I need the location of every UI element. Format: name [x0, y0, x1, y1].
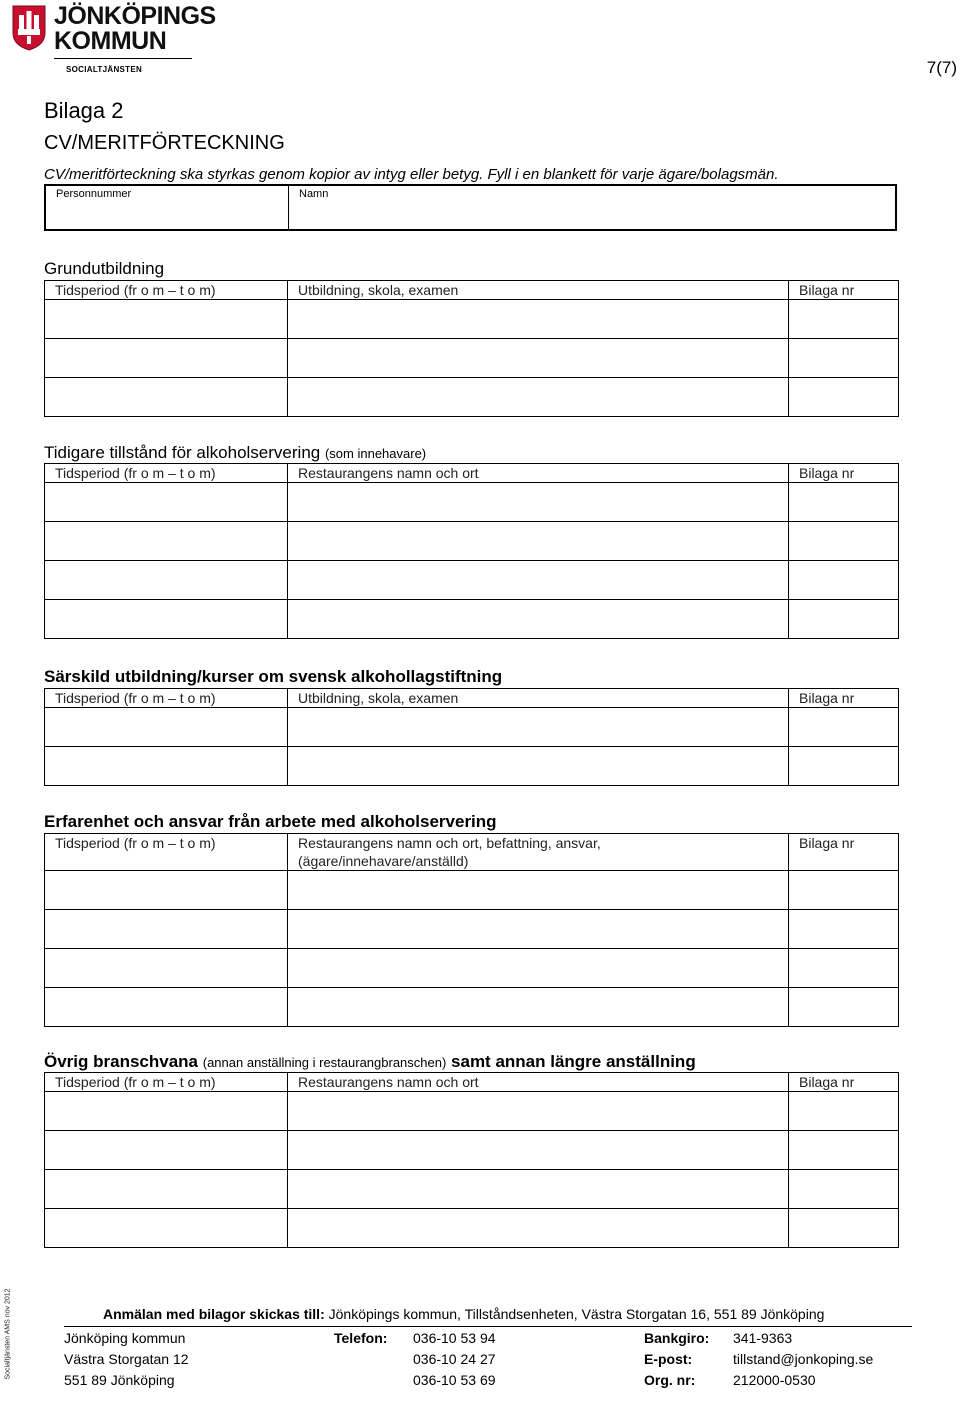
footer-city: 551 89 Jönköping	[64, 1372, 175, 1388]
table-cell[interactable]	[288, 522, 789, 561]
department-name: SOCIALTJÄNSTEN	[66, 65, 143, 74]
table-cell[interactable]	[45, 949, 288, 988]
namn-label: Namn	[299, 188, 329, 200]
col-header-tidsperiod: Tidsperiod (fr o m – t o m)	[45, 689, 288, 708]
table-cell[interactable]	[789, 600, 899, 639]
table-cell[interactable]	[45, 1092, 288, 1131]
col-header-bilaga: Bilaga nr	[789, 1073, 899, 1092]
table-cell[interactable]	[789, 1209, 899, 1248]
table-cell[interactable]	[45, 600, 288, 639]
col-header-bilaga: Bilaga nr	[789, 281, 899, 300]
footer-orgnr: 212000-0530	[733, 1372, 816, 1388]
footer-phone-2: 036-10 24 27	[413, 1351, 496, 1367]
table-cell[interactable]	[45, 378, 288, 417]
col-header-utbildning: Utbildning, skola, examen	[288, 281, 789, 300]
col-header-line2: (ägare/innehavare/anställd)	[298, 853, 469, 869]
footer-bankgiro-label: Bankgiro:	[644, 1330, 710, 1346]
section-title-ovrig-branschvana	[44, 1052, 696, 1072]
table-cell[interactable]	[789, 988, 899, 1027]
attachment-label: Bilaga 2	[44, 98, 124, 123]
col-header-tidsperiod: Tidsperiod (fr o m – t o m)	[45, 834, 288, 871]
col-header-bilaga: Bilaga nr	[789, 464, 899, 483]
footer-send-line	[103, 1306, 824, 1322]
page-title: CV/MERITFÖRTECKNING	[44, 132, 285, 154]
footer-bankgiro: 341-9363	[733, 1330, 793, 1346]
identity-box	[44, 184, 897, 231]
footer-phone-1: 036-10 53 94	[413, 1330, 496, 1346]
col-header-restaurang: Restaurangens namn och ort	[288, 1073, 789, 1092]
table-cell[interactable]	[45, 747, 288, 786]
table-cell[interactable]	[45, 561, 288, 600]
col-header-bilaga: Bilaga nr	[789, 834, 899, 871]
personnummer-label: Personnummer	[56, 188, 132, 200]
logo-divider	[54, 58, 192, 59]
section-title-main: Tidigare tillstånd för alkoholservering	[44, 443, 321, 462]
footer-divider	[64, 1326, 912, 1327]
table-cell[interactable]	[45, 483, 288, 522]
table-cell[interactable]	[789, 1170, 899, 1209]
municipality-logo	[10, 2, 216, 74]
table-cell[interactable]	[789, 561, 899, 600]
form-version-note: Socialtjänsten AMS nov 2012	[4, 1288, 12, 1380]
table-cell[interactable]	[288, 871, 789, 910]
table-cell[interactable]	[789, 747, 899, 786]
ovrig-branschvana-table	[44, 1072, 899, 1248]
table-cell[interactable]	[288, 600, 789, 639]
table-cell[interactable]	[45, 522, 288, 561]
col-header-restaurang: Restaurangens namn och ort	[288, 464, 789, 483]
table-cell[interactable]	[789, 378, 899, 417]
table-cell[interactable]	[45, 871, 288, 910]
table-cell[interactable]	[45, 708, 288, 747]
personnummer-field[interactable]	[46, 186, 289, 229]
namn-field[interactable]	[289, 186, 895, 229]
table-cell[interactable]	[789, 708, 899, 747]
col-header-tidsperiod: Tidsperiod (fr o m – t o m)	[45, 1073, 288, 1092]
table-cell[interactable]	[789, 1131, 899, 1170]
table-cell[interactable]	[45, 1131, 288, 1170]
table-cell[interactable]	[288, 988, 789, 1027]
table-cell[interactable]	[789, 339, 899, 378]
footer-telefon-label: Telefon:	[334, 1330, 388, 1346]
table-cell[interactable]	[789, 483, 899, 522]
footer-send-address: Jönköpings kommun, Tillståndsenheten, Västra Storgatan 16, 551 89 Jönköping	[328, 1306, 825, 1322]
table-cell[interactable]	[45, 910, 288, 949]
table-cell[interactable]	[789, 1092, 899, 1131]
sarskild-utbildning-table	[44, 688, 899, 786]
table-cell[interactable]	[45, 1209, 288, 1248]
table-cell[interactable]	[288, 1131, 789, 1170]
instruction-text: CV/meritförteckning ska styrkas genom kopior av intyg eller betyg. Fyll i en blankett för varje ägare/bolagsmän.	[44, 166, 779, 183]
col-header-line1: Restaurangens namn och ort, befattning, ansvar,	[298, 835, 601, 851]
section-title-main: Övrig branschvana	[44, 1052, 199, 1071]
table-cell[interactable]	[45, 988, 288, 1027]
table-cell[interactable]	[288, 1170, 789, 1209]
page-number: 7(7)	[926, 58, 957, 77]
table-cell[interactable]	[45, 300, 288, 339]
col-header-restaurang-befattning	[288, 834, 789, 871]
grundutbildning-table	[44, 280, 899, 417]
table-cell[interactable]	[288, 561, 789, 600]
tidigare-tillstand-table	[44, 463, 899, 639]
section-title-sarskild-utbildning: Särskild utbildning/kurser om svensk alkohollagstiftning	[44, 667, 503, 686]
col-header-bilaga: Bilaga nr	[789, 689, 899, 708]
table-cell[interactable]	[789, 871, 899, 910]
section-title-grundutbildning: Grundutbildning	[44, 259, 165, 278]
footer-street: Västra Storgatan 12	[64, 1351, 189, 1367]
section-title-note: (som innehavare)	[324, 446, 427, 461]
table-cell[interactable]	[288, 708, 789, 747]
table-cell[interactable]	[45, 339, 288, 378]
footer-org-name: Jönköping kommun	[64, 1330, 186, 1346]
table-cell[interactable]	[789, 522, 899, 561]
section-title-erfarenhet: Erfarenhet och ansvar från arbete med alkoholservering	[44, 812, 497, 831]
footer-epost[interactable]: tillstand@jonkoping.se	[733, 1351, 874, 1367]
col-header-tidsperiod: Tidsperiod (fr o m – t o m)	[45, 281, 288, 300]
table-cell[interactable]	[288, 378, 789, 417]
table-cell[interactable]	[288, 1209, 789, 1248]
section-title-tidigare-tillstand	[44, 443, 426, 463]
footer-orgnr-label: Org. nr:	[644, 1372, 696, 1388]
erfarenhet-table	[44, 833, 899, 1027]
col-header-utbildning: Utbildning, skola, examen	[288, 689, 789, 708]
section-title-tail: samt annan längre anställning	[451, 1052, 696, 1071]
table-cell[interactable]	[789, 910, 899, 949]
table-cell[interactable]	[288, 910, 789, 949]
table-cell[interactable]	[789, 300, 899, 339]
footer-send-label: Anmälan med bilagor skickas till:	[103, 1306, 325, 1322]
col-header-tidsperiod: Tidsperiod (fr o m – t o m)	[45, 464, 288, 483]
table-cell[interactable]	[288, 300, 789, 339]
logo-text-line2: KOMMUN	[54, 27, 167, 55]
coat-of-arms-icon	[12, 5, 46, 51]
footer-phone-3: 036-10 53 69	[413, 1372, 496, 1388]
logo-text-line1: JÖNKÖPINGS	[54, 2, 216, 30]
section-title-note: (annan anställning i restaurangbranschen)	[202, 1055, 447, 1070]
table-cell[interactable]	[288, 1092, 789, 1131]
table-cell[interactable]	[288, 483, 789, 522]
footer-epost-label: E-post:	[644, 1351, 693, 1367]
table-cell[interactable]	[288, 949, 789, 988]
table-cell[interactable]	[45, 1170, 288, 1209]
table-cell[interactable]	[288, 747, 789, 786]
table-cell[interactable]	[789, 949, 899, 988]
table-cell[interactable]	[288, 339, 789, 378]
